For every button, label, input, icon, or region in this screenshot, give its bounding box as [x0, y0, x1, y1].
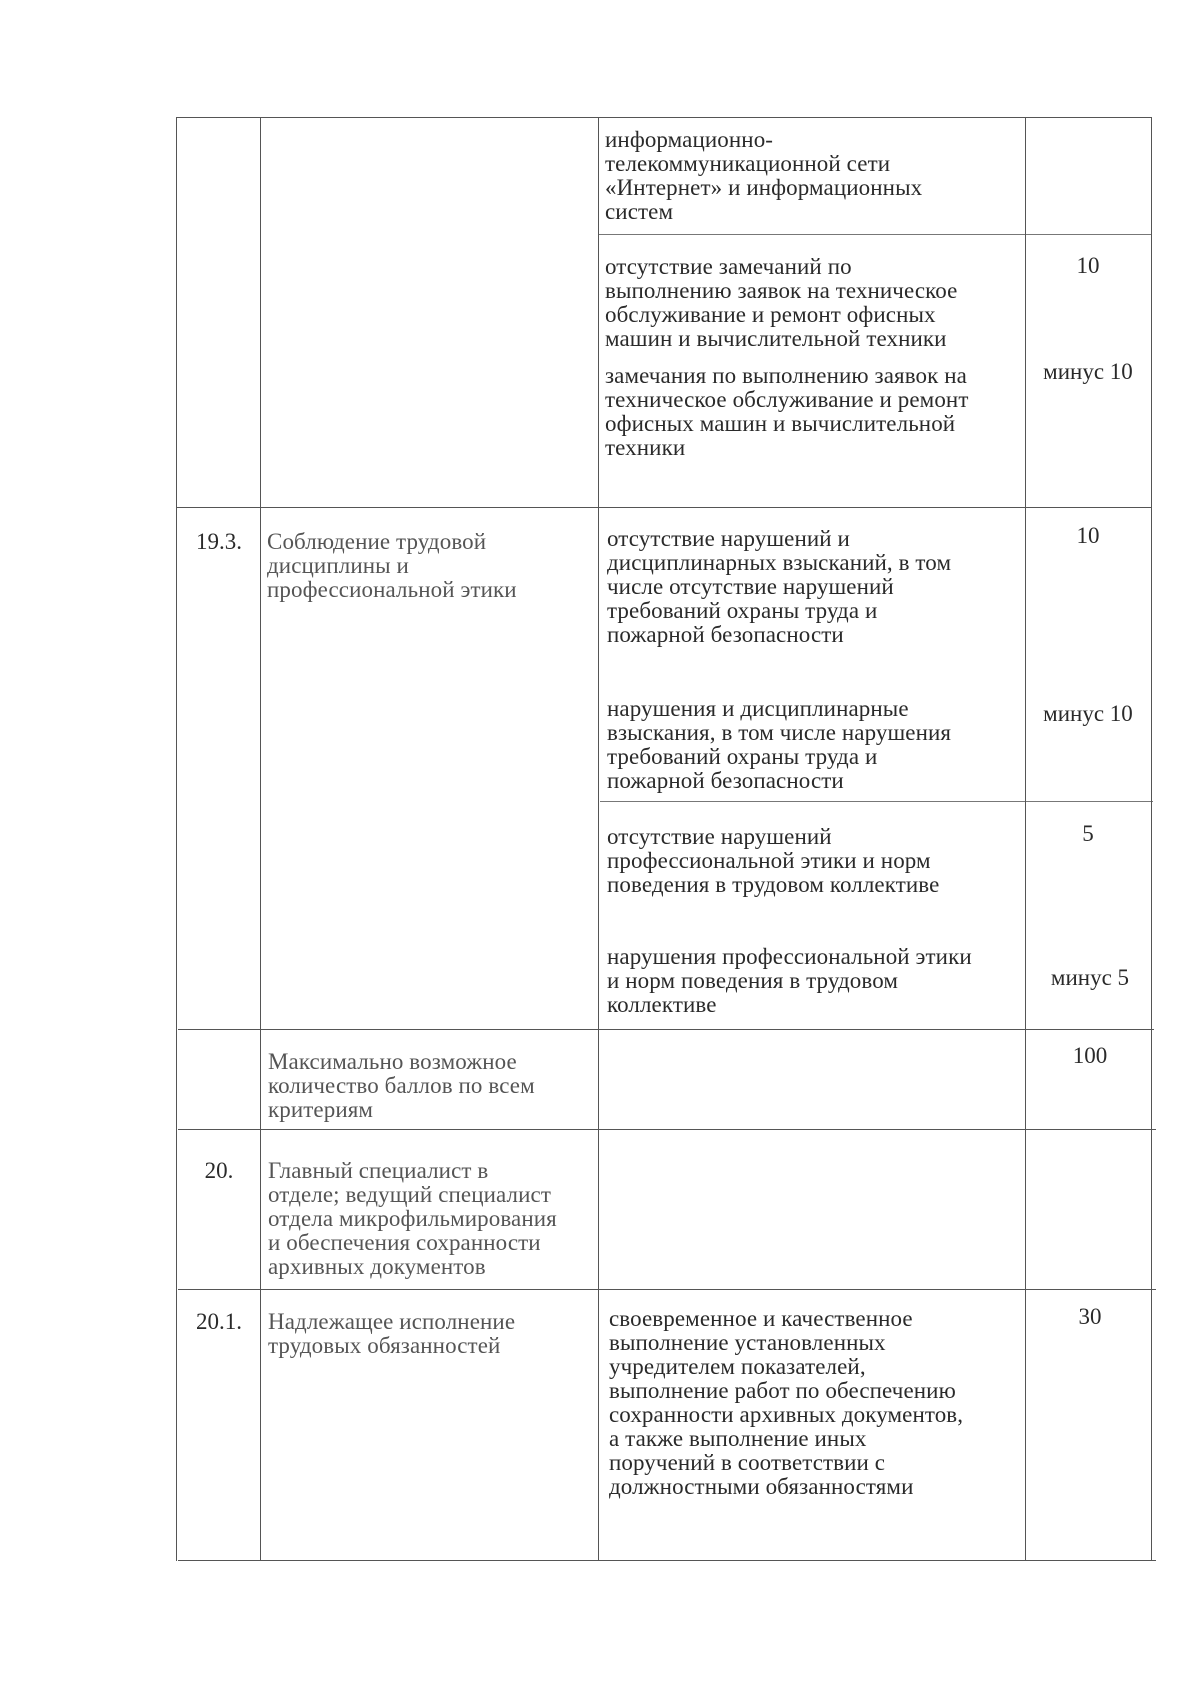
points-cell: минус 10 [1043, 359, 1133, 384]
criterion-cell: замечания по выполнению заявок на техническое обслуживание и ремонт офисных машин и вычислительной техники [605, 363, 969, 460]
indicator-cell: Надлежащее исполнение трудовых обязанностей [268, 1309, 516, 1358]
row-number: 20. [204, 1158, 234, 1183]
indicator-cell: Максимально возможное количество баллов по всем критериям [268, 1049, 535, 1122]
points-cell: 5 [1082, 821, 1094, 846]
criterion-cell: отсутствие нарушений и дисциплинарных взысканий, в том числе отсутствие нарушений требований охраны труда и пожарной безопасности [607, 526, 952, 647]
points-cell: 10 [1076, 523, 1100, 548]
criterion-cell: нарушения профессиональной этики и норм поведения в трудовом коллективе [607, 944, 972, 1017]
row-divider [178, 1129, 1156, 1130]
row-divider [598, 234, 1152, 235]
points-cell: 30 [1078, 1304, 1102, 1329]
row-number: 20.1. [196, 1309, 242, 1334]
row-number: 19.3. [196, 529, 242, 554]
row-divider [176, 507, 1152, 508]
row-divider [178, 1029, 1154, 1030]
points-cell: минус 10 [1043, 701, 1133, 726]
table-border-left [176, 117, 177, 1561]
criterion-cell: отсутствие нарушений профессиональной этики и норм поведения в трудовом коллективе [607, 824, 940, 897]
column-divider [598, 117, 599, 1561]
criterion-cell: своевременное и качественное выполнение установленных учредителем показателей, выполнение работ по обеспечению сохранности архивных документов, а также выполнение иных поручений в соответствии с должностными обязанностями [609, 1306, 964, 1499]
points-cell: 100 [1072, 1043, 1108, 1068]
row-divider [178, 1289, 1156, 1290]
table-border-right [1151, 117, 1152, 1561]
table-border-top [176, 117, 1152, 118]
criterion-cell: отсутствие замечаний по выполнению заявок на техническое обслуживание и ремонт офисных машин и вычислительной техники [605, 254, 958, 351]
column-divider [260, 117, 261, 1561]
indicator-cell: Соблюдение трудовой дисциплины и профессиональной этики [267, 529, 517, 602]
points-cell: 10 [1076, 253, 1100, 278]
row-divider [600, 801, 1153, 802]
criterion-cell: информационно- телекоммуникационной сети «Интернет» и информационных систем [605, 127, 923, 224]
points-cell: минус 5 [1050, 965, 1130, 990]
table-border-bottom [178, 1560, 1156, 1561]
indicator-cell: Главный специалист в отделе; ведущий специалист отдела микрофильмирования и обеспечения сохранности архивных документов [268, 1158, 557, 1279]
criterion-cell: нарушения и дисциплинарные взыскания, в том числе нарушения требований охраны труда и пожарной безопасности [607, 696, 952, 793]
